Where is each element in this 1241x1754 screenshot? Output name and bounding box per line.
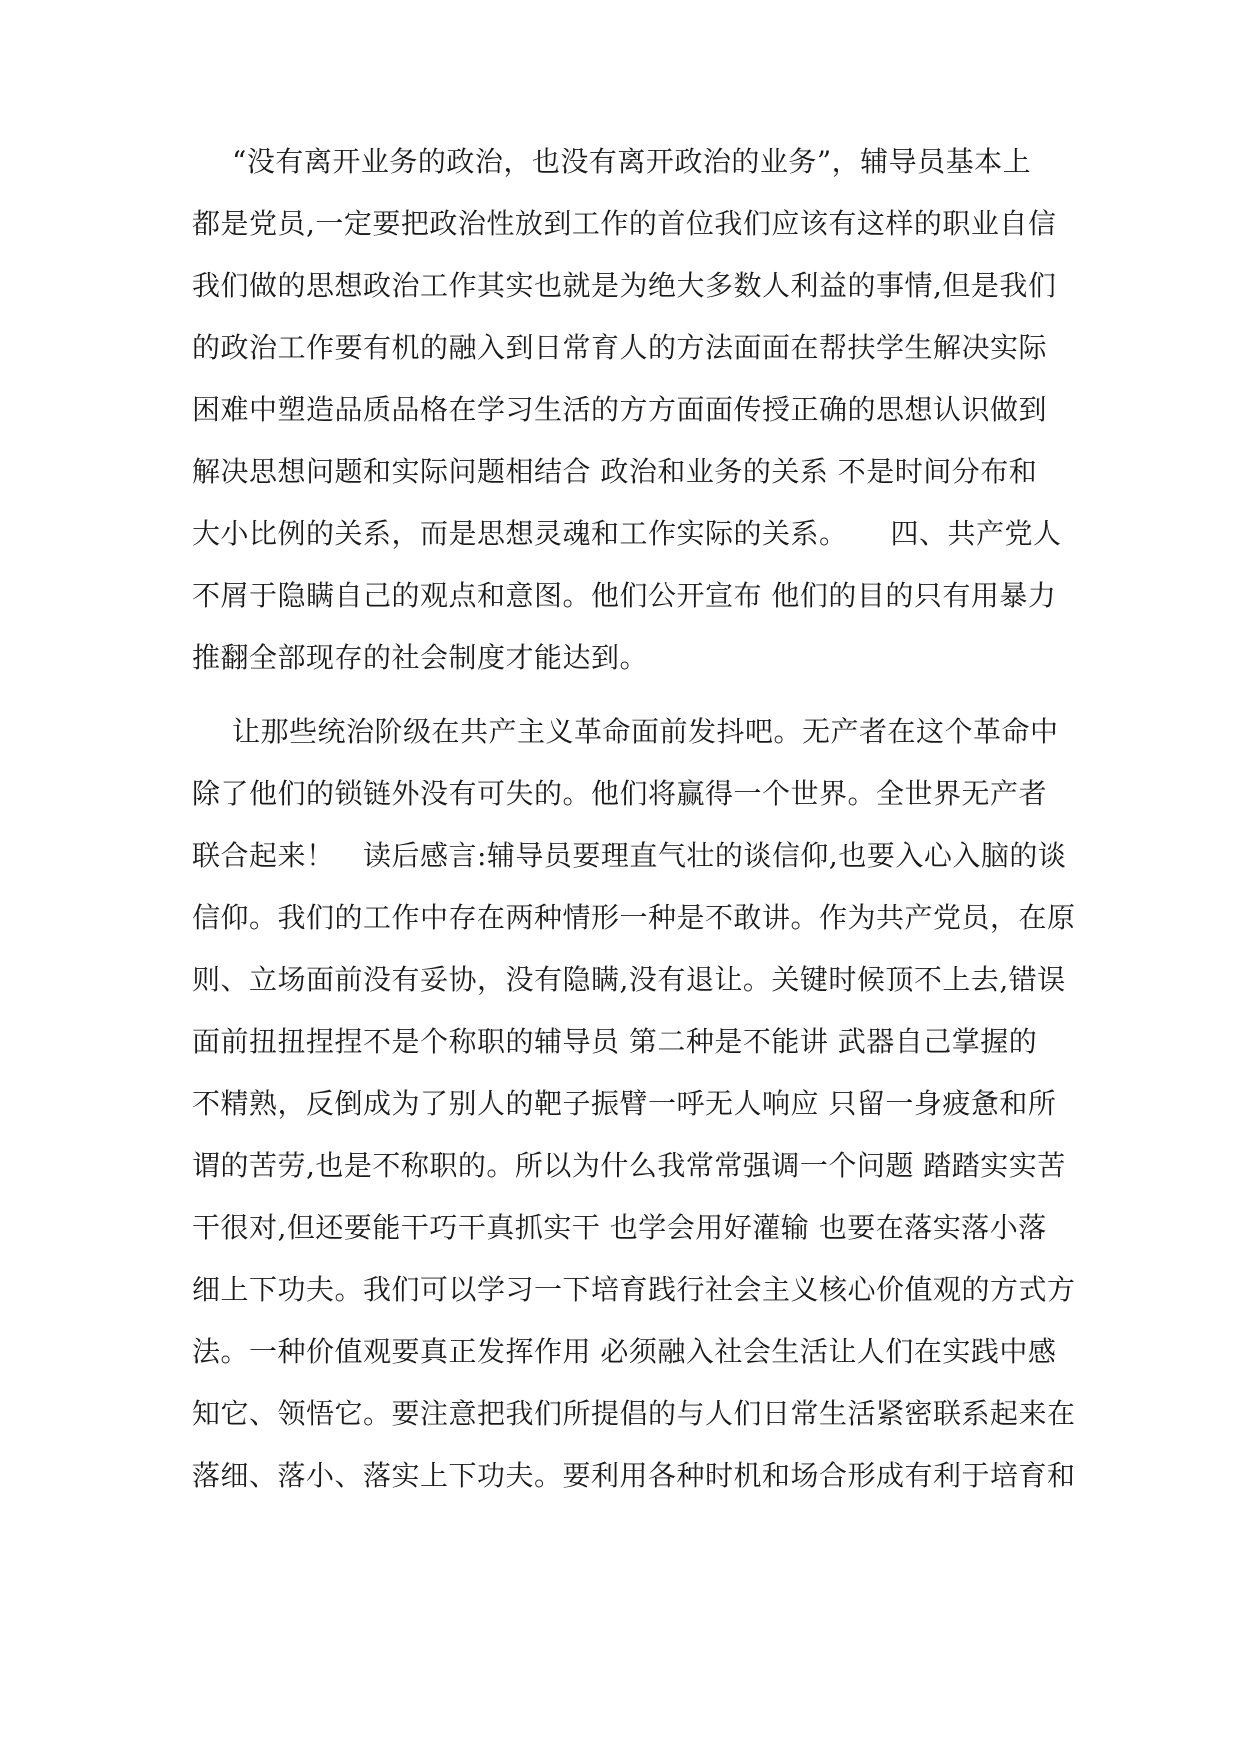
text-line: 除了他们的锁链外没有可失的。他们将赢得一个世界。全世界无产者 [192,777,1048,810]
text-line: 落细、落小、落实上下功夫。要利用各种时机和场合形成有利于培育和 [192,1459,1076,1492]
text-line: 困难中塑造品质品格在学习生活的方方面面传授正确的思想认识做到 [192,393,1048,426]
text-line: 我们做的思想政治工作其实也就是为绝大多数人利益的事情,但是我们 [192,269,1057,302]
text-line: 知它、领悟它。要注意把我们所提倡的与人们日常生活紧密联系起来在 [192,1397,1076,1430]
text-line: 大小比例的关系，而是思想灵魂和工作实际的关系。 四、共产党人 [192,517,1062,550]
text-line: 谓的苦劳,也是不称职的。所以为什么我常常强调一个问题 踏踏实实苦 [192,1149,1066,1182]
text-line: 则、立场面前没有妥协，没有隐瞒,没有退让。关键时候顶不上去,错误 [192,963,1066,996]
text-line: 法。一种价值观要真正发挥作用 必须融入社会生活让人们在实践中感 [192,1335,1057,1368]
text-line: 推翻全部现存的社会制度才能达到。 [192,641,649,674]
text-line: 不屑于隐瞒自己的观点和意图。他们公开宣布 他们的目的只有用暴力 [192,579,1057,612]
text-line: 信仰。我们的工作中存在两种情形一种是不敢讲。作为共产党员，在原 [192,901,1076,934]
text-line: 都是党员,一定要把政治性放到工作的首位我们应该有这样的职业自信 [192,207,1057,240]
text-line: 解决思想问题和实际问题相结合 政治和业务的关系 不是时间分布和 [192,455,1038,488]
text-line: “没有离开业务的政治，也没有离开政治的业务”，辅导员基本上 [232,145,1032,178]
text-line: 面前扭扭捏捏不是个称职的辅导员 第二种是不能讲 武器自己掌握的 [192,1025,1038,1058]
text-line: 让那些统治阶级在共产主义革命面前发抖吧。无产者在这个革命中 [232,715,1059,748]
text-line: 干很对,但还要能干巧干真抓实干 也学会用好灌输 也要在落实落小落 [192,1211,1047,1244]
text-line: 不精熟，反倒成为了别人的靶子振臂一呼无人响应 只留一身疲惫和所 [192,1087,1057,1120]
text-line: 细上下功夫。我们可以学习一下培育践行社会主义核心价值观的方式方 [192,1273,1076,1306]
text-line: 的政治工作要有机的融入到日常育人的方法面面在帮扶学生解决实际 [192,331,1048,364]
text-line: 联合起来！ 读后感言:辅导员要理直气壮的谈信仰,也要入心入脑的谈 [192,839,1067,872]
